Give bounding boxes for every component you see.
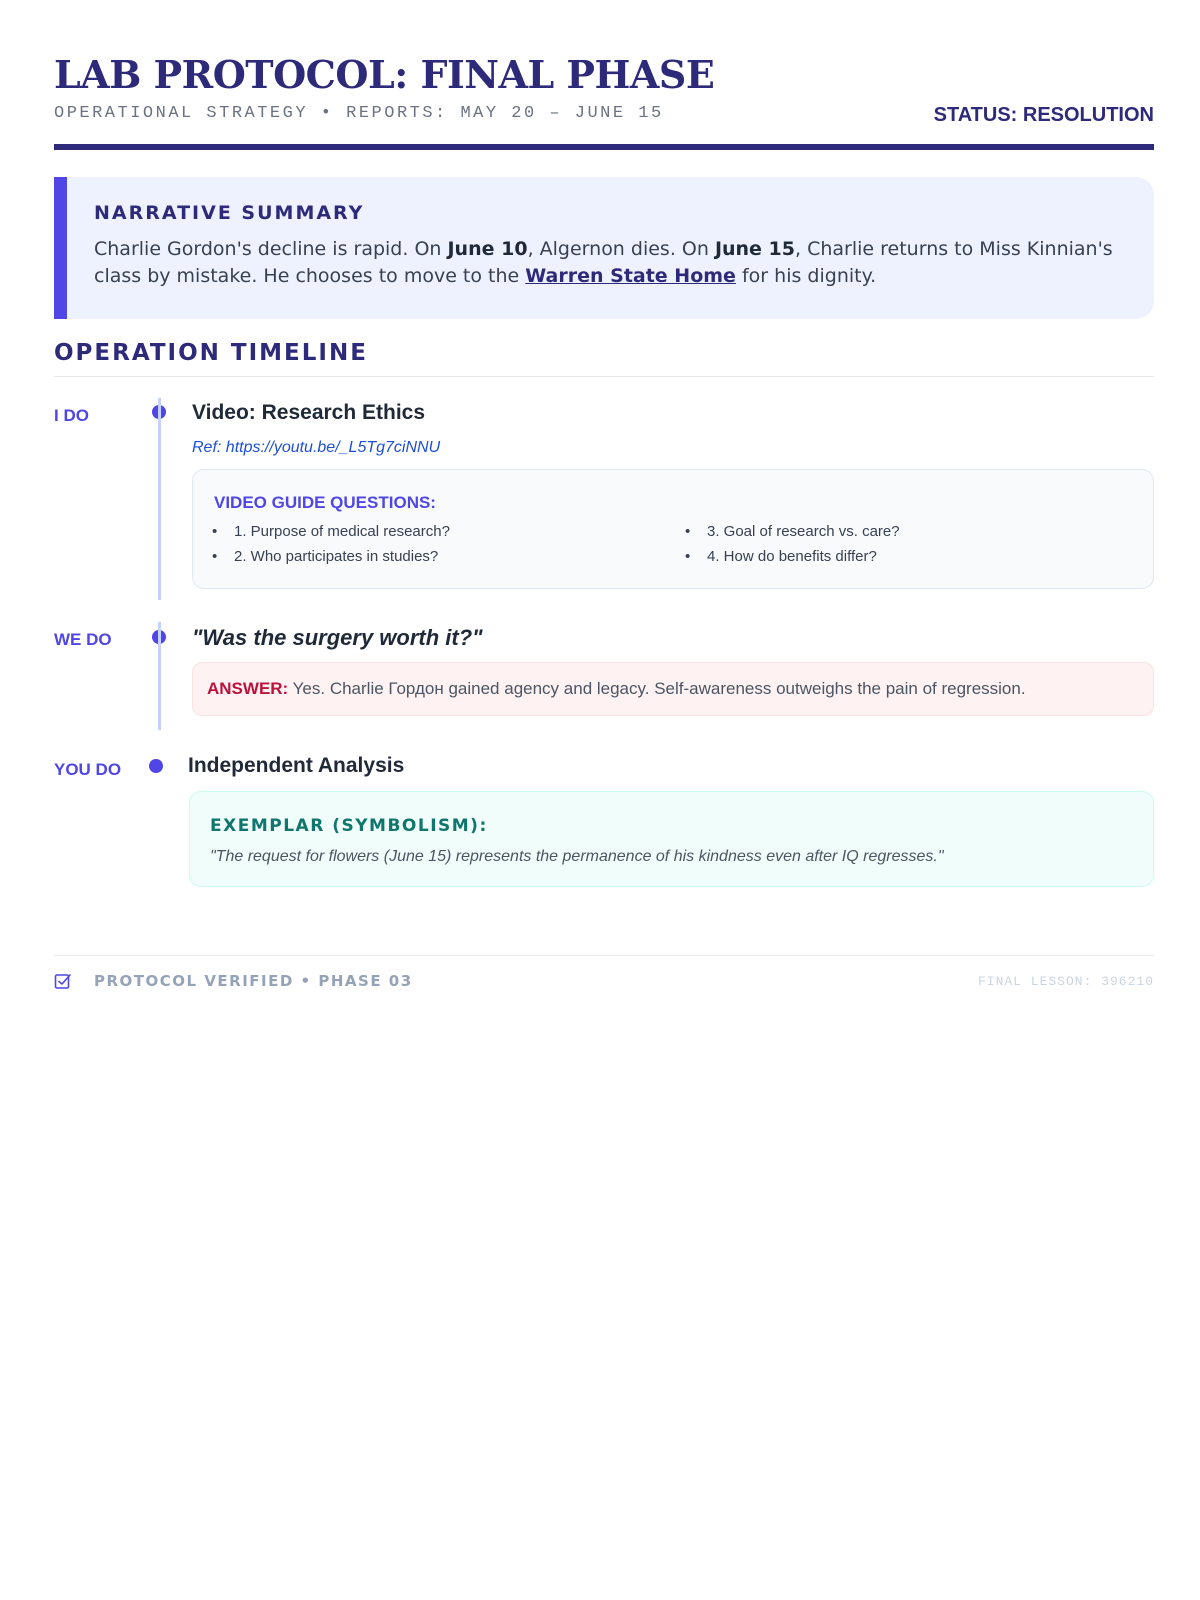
status-badge: STATUS: RESOLUTION [933, 104, 1154, 126]
footer-verification: PROTOCOL VERIFIED • PHASE 03 [94, 972, 413, 990]
footer-divider [54, 955, 1154, 956]
summary-body [94, 236, 1124, 290]
warren-state-home-link[interactable]: Warren State Home [525, 265, 736, 287]
step-label-we-do: WE DO [54, 630, 112, 649]
guide-question: • 2. Who participates in studies? [234, 548, 438, 565]
step-title-we-do: "Was the surgery worth it?" [192, 625, 483, 650]
summary-date: June 15 [714, 238, 796, 260]
timeline-line [158, 398, 161, 600]
lesson-page [54, 0, 1154, 1600]
guide-question: • 3. Goal of research vs. care? [707, 523, 900, 540]
step-title-i-do: Video: Research Ethics [192, 401, 426, 424]
guide-question: • 4. How do benefits differ? [707, 548, 877, 565]
exemplar-card [189, 791, 1154, 887]
timeline-line [158, 622, 161, 730]
summary-date: June 10 [447, 238, 528, 260]
answer-label: ANSWER: [207, 679, 289, 698]
timeline-dot [149, 759, 163, 773]
page-subtitle: OPERATIONAL STRATEGY • REPORTS: MAY 20 – JUNE 15 [54, 104, 664, 123]
exemplar-text: "The request for flowers (June 15) represents the permanence of his kindness even after IQ regresses." [210, 848, 944, 865]
summary-text: , Algernon dies. On [527, 238, 715, 260]
summary-text: Charlie Gordon's decline is rapid. On [94, 238, 448, 260]
footer-lesson-id: FINAL LESSON: 396210 [977, 974, 1154, 989]
summary-text: for his dignity. [735, 265, 877, 287]
timeline-heading: OPERATION TIMELINE [54, 340, 1154, 377]
summary-text: , Charlie returns to Miss Kinnian's class by mistake. He chooses to move to the [94, 238, 1113, 287]
summary-heading: NARRATIVE SUMMARY [94, 202, 365, 224]
narrative-summary [54, 177, 1154, 319]
step-label-i-do: I DO [54, 406, 89, 425]
step-title-you-do: Independent Analysis [188, 754, 405, 777]
answer-text [207, 679, 1026, 699]
exemplar-heading: EXEMPLAR (SYMBOLISM): [210, 816, 488, 836]
page-header [54, 52, 1154, 150]
guide-question: • 1. Purpose of medical research? [234, 523, 450, 540]
video-guide-heading: VIDEO GUIDE QUESTIONS: [214, 493, 436, 512]
check-square-icon [54, 972, 72, 990]
page-title: LAB PROTOCOL: FINAL PHASE [54, 52, 715, 97]
video-guide-card [192, 469, 1154, 589]
answer-card [192, 662, 1154, 716]
video-ref-link[interactable]: Ref: https://youtu.be/_L5Tg7ciNNU [192, 439, 441, 456]
answer-body: Yes. Charlie Гордон gained agency and legacy. Self-awareness outweighs the pain of regression. [288, 679, 1026, 698]
step-label-you-do: YOU DO [54, 760, 122, 779]
